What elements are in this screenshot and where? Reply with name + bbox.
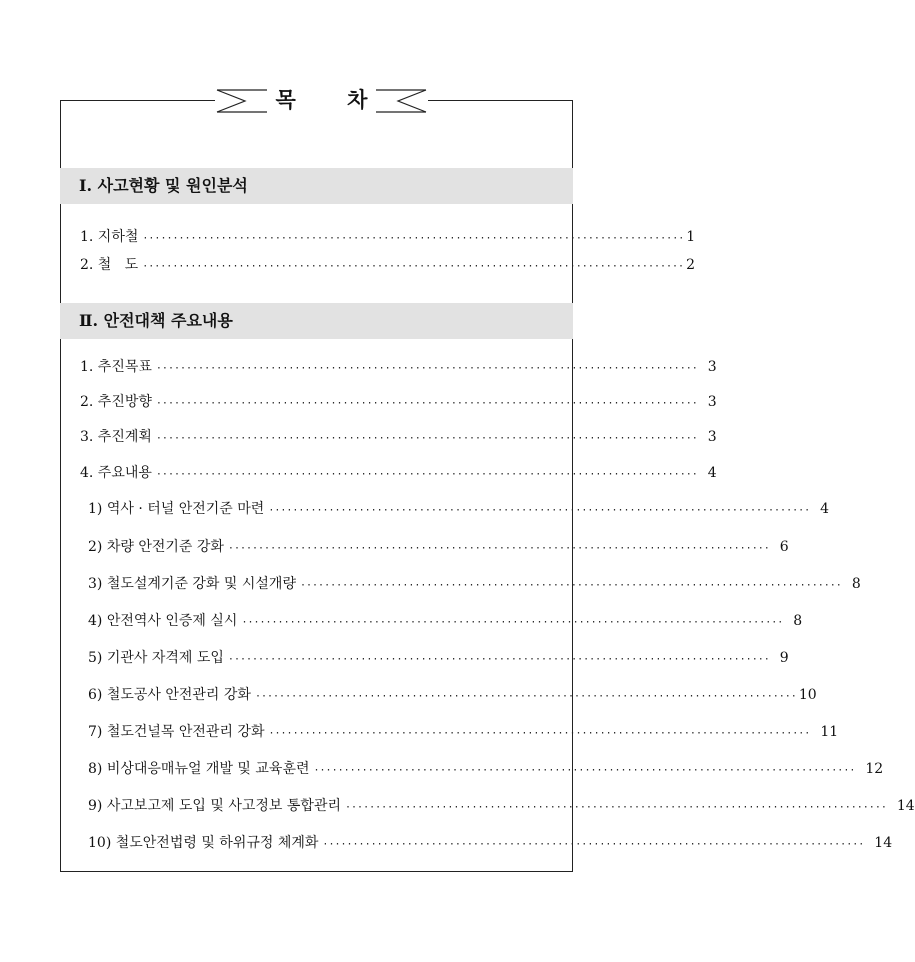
toc-entry[interactable] — [88, 573, 861, 595]
toc-entry-page: 14 — [896, 798, 915, 814]
toc-entry-label: 1. 추진목표 — [80, 359, 152, 375]
toc-entry[interactable] — [80, 426, 717, 448]
leader-dots: ·························································································· — [268, 728, 811, 739]
toc-entry-label: 8) 비상대응매뉴얼 개발 및 교육훈련 — [88, 761, 310, 777]
toc-entry-label: 3. 추진계획 — [80, 429, 152, 445]
toc-entry-label: 7) 철도건널목 안전관리 강화 — [88, 724, 265, 740]
toc-entry-label: 6) 철도공사 안전관리 강화 — [88, 687, 251, 703]
toc-entry-page: 4 — [707, 465, 717, 481]
toc-entry-page: 4 — [820, 501, 830, 517]
section-heading-1: Ⅰ. 사고현황 및 원인분석 — [60, 168, 573, 204]
toc-entry-page: 8 — [851, 576, 861, 592]
leader-dots: ·························································································· — [142, 233, 685, 244]
toc-entry[interactable] — [80, 226, 696, 248]
leader-dots: ·························································································· — [241, 617, 784, 628]
toc-entry-page: 11 — [820, 724, 839, 740]
toc-entry-page: 9 — [779, 650, 789, 666]
toc-entry[interactable] — [88, 721, 839, 743]
toc-frame — [60, 100, 573, 872]
leader-dots: ·························································································· — [155, 398, 698, 409]
toc-entry[interactable] — [88, 647, 789, 669]
toc-entry-label: 1) 역사 · 터널 안전기준 마련 — [88, 501, 265, 517]
toc-entry[interactable] — [88, 832, 893, 854]
toc-entry[interactable] — [88, 684, 817, 706]
toc-entry[interactable] — [80, 391, 717, 413]
toc-entry[interactable] — [80, 356, 717, 378]
toc-title: 목 차 — [275, 87, 390, 112]
toc-entry-label: 10) 철도안전법령 및 하위규정 체계화 — [88, 835, 319, 851]
section-heading-2: Ⅱ. 안전대책 주요내용 — [60, 303, 573, 339]
leader-dots: ·························································································· — [227, 543, 770, 554]
toc-entry-label: 5) 기관사 자격제 도입 — [88, 650, 224, 666]
leader-dots: ·························································································· — [254, 691, 797, 702]
toc-entry-label: 2. 철 도 — [80, 257, 139, 273]
toc-entry[interactable] — [88, 498, 830, 520]
leader-dots: ·························································································· — [155, 433, 698, 444]
toc-entry-page: 3 — [707, 429, 717, 445]
toc-entry-page: 12 — [865, 761, 884, 777]
toc-entry-page: 6 — [779, 539, 789, 555]
leader-dots: ·························································································· — [268, 505, 811, 516]
toc-entry-label: 1. 지하철 — [80, 229, 139, 245]
leader-dots: ·························································································· — [299, 580, 842, 591]
toc-entry-page: 8 — [793, 613, 803, 629]
toc-entry[interactable] — [88, 536, 789, 558]
toc-entry-label: 4) 안전역사 인증제 실시 — [88, 613, 238, 629]
leader-dots: ·························································································· — [227, 654, 770, 665]
toc-entry-label: 2. 추진방향 — [80, 394, 152, 410]
toc-entry[interactable] — [80, 254, 695, 276]
toc-entry[interactable] — [88, 795, 915, 817]
toc-entry[interactable] — [88, 610, 803, 632]
leader-dots: ·························································································· — [345, 802, 887, 813]
toc-entry-page: 3 — [707, 394, 717, 410]
toc-entry-page: 14 — [874, 835, 893, 851]
leader-dots: ·························································································· — [322, 839, 865, 850]
toc-entry-page: 1 — [686, 229, 696, 245]
leader-dots: ·························································································· — [142, 261, 685, 272]
leader-dots: ·························································································· — [155, 469, 698, 480]
toc-entry[interactable] — [80, 462, 717, 484]
toc-title-banner — [215, 84, 428, 118]
toc-entry-page: 2 — [686, 257, 695, 273]
toc-entry[interactable] — [88, 758, 884, 780]
toc-entry-page: 3 — [707, 359, 717, 375]
toc-entry-label: 3) 철도설계기준 강화 및 시설개량 — [88, 576, 296, 592]
leader-dots: ·························································································· — [313, 765, 856, 776]
toc-entry-page: 10 — [798, 687, 817, 703]
toc-entry-label: 9) 사고보고제 도입 및 사고정보 통합관리 — [88, 798, 342, 814]
leader-dots: ·························································································· — [155, 363, 698, 374]
toc-entry-label: 4. 주요내용 — [80, 465, 152, 481]
toc-entry-label: 2) 차량 안전기준 강화 — [88, 539, 224, 555]
